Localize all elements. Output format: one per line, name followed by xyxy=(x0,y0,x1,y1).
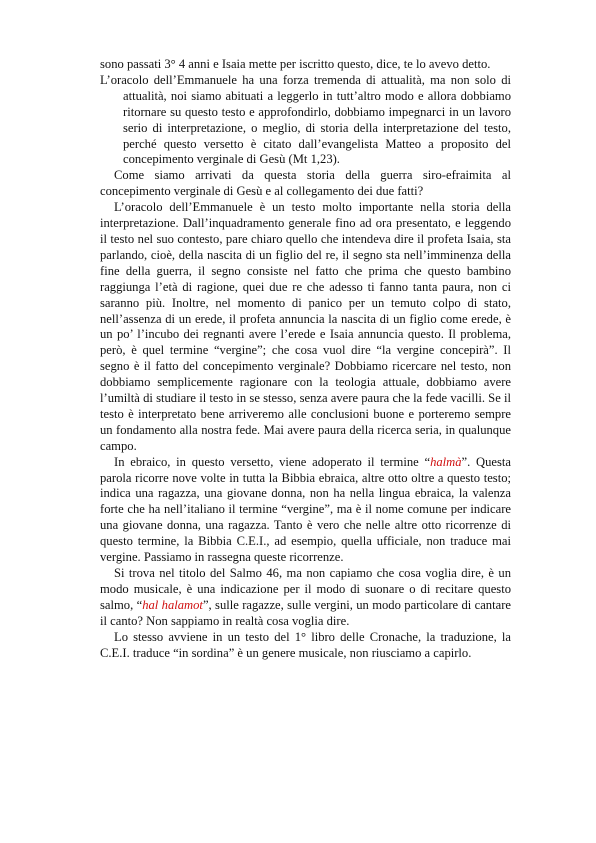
paragraph-4-text: L’oracolo dell’Emmanuele è un testo molto importante nella storia della interpretazione. Dall’inquadramento generale fino ad ora presentato, e leggendo il testo nel suo contesto, pare chiaro quello che intendeva dire il profeta Isaia, sta parlando, cioè, della nascita di un figlio del re, il segno sta nell’imminenza della fine della guerra, il segno consiste nel fatto che prima che questo bambino raggiunga l’età di ragione, quei due re che adesso ti fanno tanta paura, non ci saranno più. Inoltre, nel momento di panico per un temuto colpo di stato, nell’assenza di un erede, il profeta annuncia la nascita di un figlio come erede, è un po’ l’incubo dei regnanti avere l’erede e Isaia annuncia questo. Il problema, però, è quel termine “vergine”; che cosa vuol dire “la vergine concepirà”. Il segno è il fatto del concepimento verginale? Dobbiamo ricercare nel testo, non dobbiamo semplicemente ragionare con la teologia attuale, dobbiamo avere l’umiltà di studiare il testo in se stesso, senza avere paura che la fede vacilli. Se il testo è interpretato bene arriveremo alle conclusioni buone e porteremo sempre un fondamento alla nostra fede. Mai avere paura della ricerca seria, in qualunque campo. xyxy=(100,200,511,453)
paragraph-1-text: sono passati 3° 4 anni e Isaia mette per iscritto questo, dice, te lo avevo detto. xyxy=(100,57,491,71)
paragraph-4 xyxy=(100,200,511,455)
paragraph-5-text-b: ”. Questa parola ricorre nove volte in tutta la Bibbia ebraica, altre otto oltre a questo testo; indica una ragazza, una giovane donna, non ha nella lingua ebraica, la valenza forte che ha nell’italiano il termine “vergine”, ma è il nome comune per indicare una giovane donna, una ragazza. Tanto è vero che nelle altre otto ricorrenze di questo termine, la Bibbia C.E.I., ad esempio, quella ufficiale, non traduce mai vergine. Passiamo in rassegna queste ricorrenze. xyxy=(100,454,511,565)
paragraph-5 xyxy=(100,455,511,566)
paragraph-5-text-a: In ebraico, in questo versetto, viene adoperato il termine “ xyxy=(114,454,431,469)
document-page xyxy=(100,57,511,661)
paragraph-7 xyxy=(100,630,511,662)
paragraph-6-text-a: Si trova nel titolo del Salmo 46, ma non capiamo che cosa voglia dire, è un modo musicale, è una indicazione per il modo di suonare o di recitare questo salmo, “ xyxy=(100,566,511,612)
paragraph-3 xyxy=(100,168,511,200)
paragraph-6 xyxy=(100,566,511,630)
paragraph-3-text: Come siamo arrivati da questa storia della guerra siro-efraimita al concepimento verginale di Gesù e al collegamento dei due fatti? xyxy=(100,168,511,199)
paragraph-2 xyxy=(100,73,511,168)
paragraph-6-text-b: ”, sulle ragazze, sulle vergini, un modo particolare di cantare il canto? Non sappiamo in realtà cosa voglia dire. xyxy=(100,597,511,628)
paragraph-2-text: L’oracolo dell’Emmanuele ha una forza tremenda di attualità, ma non solo di attualità, noi siamo abituati a leggerlo in tutt’altro modo e allora dobbiamo ritornare su questo testo e approfondirlo, dobbiamo impegnarci in un lavoro serio di interpretazione, o meglio, di storia della interpretazione del testo, perché questo versetto è citato dall’evangelista Matteo a proposito del concepimento verginale di Gesù (Mt 1,23). xyxy=(100,72,511,167)
hebrew-term-halma: halmà xyxy=(430,454,462,469)
paragraph-7-text: Lo stesso avviene in un testo del 1° libro delle Cronache, la traduzione, la C.E.I. traduce “in sordina” è un genere musicale, non riusciamo a capirlo. xyxy=(100,629,511,660)
paragraph-1 xyxy=(100,57,511,73)
hebrew-term-hal-halamot: hal halamot xyxy=(142,597,203,612)
